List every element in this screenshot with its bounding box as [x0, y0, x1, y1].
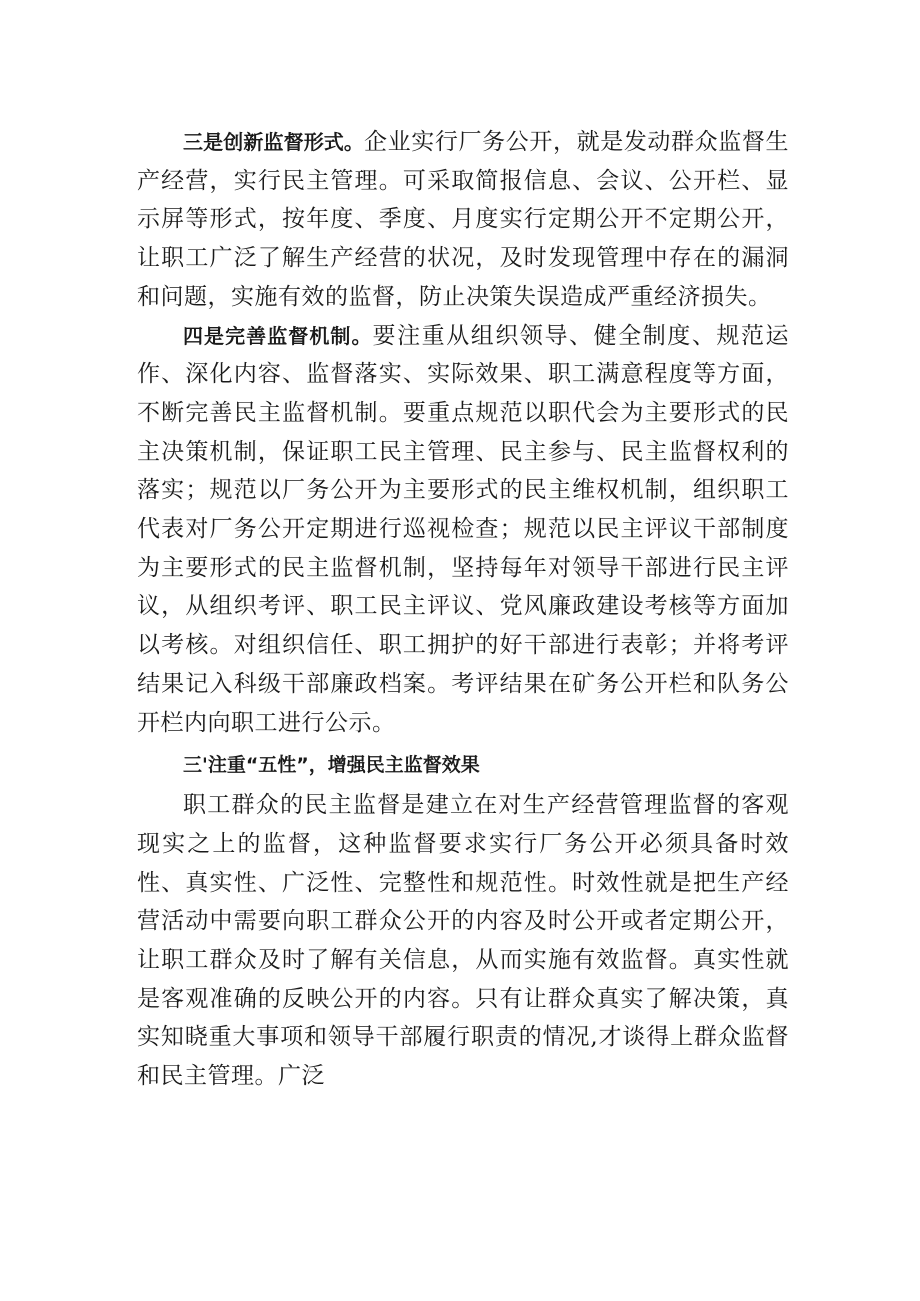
- paragraph-five-attributes: 职工群众的民主监督是建立在对生产经营管理监督的客观现实之上的监督，这种监督要求实行厂务公开必须具备时效性、真实性、广泛性、完整性和规范性。时效性就是把生产经营活动中需要向职工群众公开的内容及时公开或者定期公开，让职工群众及时了解有关信息，从而实施有效监督。真实性就是客观准确的反映公开的内容。只有让群众真实了解决策，真实知晓重大事项和领导干部履行职责的情况,才谈得上群众监督和民主管理。广泛: [137, 792, 789, 1090]
- paragraph-lead: 四是完善监督机制。: [183, 323, 373, 348]
- paragraph-innovate-supervision: [137, 123, 789, 317]
- paragraph-improve-mechanism: [137, 317, 789, 743]
- paragraph-body: 要注重从组织领导、健全制度、规范运作、深化内容、监督落实、实际效果、职工满意程度等方面，不断完善民主监督机制。要重点规范以职代会为主要形式的民主决策机制，保证职工民主管理、民主参与、民主监督权利的落实；规范以厂务公开为主要形式的民主维权机制，组织职工代表对厂务公开定期进行巡视检查；规范以民主评议干部制度为主要形式的民主监督机制，坚持每年对领导干部进行民主评议，从组织考评、职工民主评议、党风廉政建设考核等方面加以考核。对组织信任、职工拥护的好干部进行表彰；并将考评结果记入科级干部廉政档案。考评结果在矿务公开栏和队务公开栏内向职工进行公示。: [137, 322, 790, 736]
- paragraph-body: 企业实行厂务公开，就是发动群众监督生产经营，实行民主管理。可采取简报信息、会议、公开栏、显示屏等形式，按年度、季度、月度实行定期公开不定期公开，让职工广泛了解生产经营的状况，及时发现管理中存在的漏洞和问题，实施有效的监督，防止决策失误造成严重经济损失。: [137, 129, 790, 310]
- document-page: [137, 123, 789, 1096]
- paragraph-lead: 三是创新监督形式。: [183, 130, 365, 154]
- section-heading: 三'注重“五性”，增强民主监督效果: [183, 754, 480, 777]
